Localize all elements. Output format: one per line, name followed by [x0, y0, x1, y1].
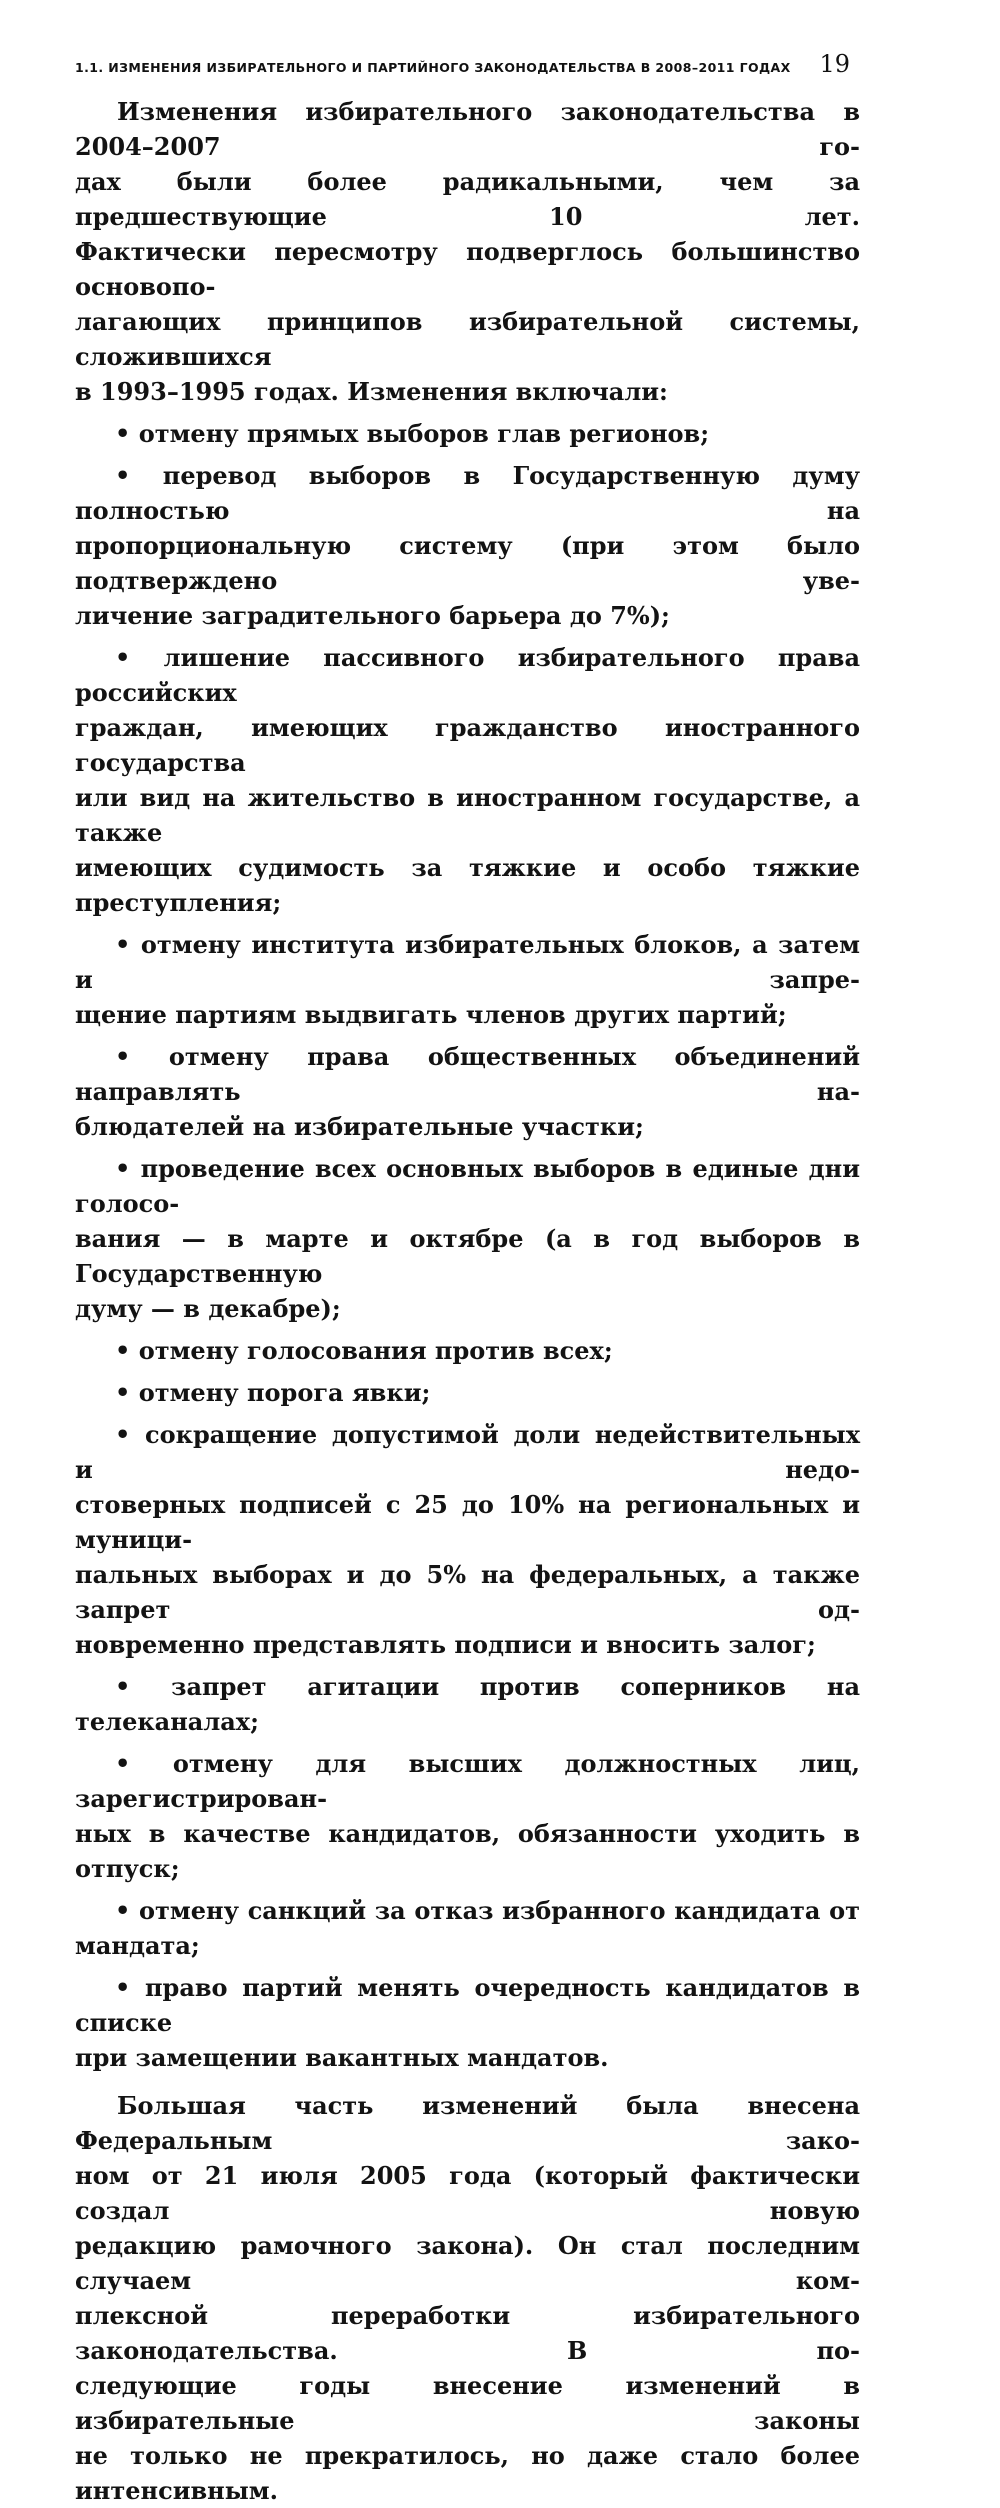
body-text	[75, 94, 860, 2508]
text-line: в 1993–1995 годах. Изменения включали:	[75, 377, 668, 406]
text-line: пальных выборах и до 5% на федеральных, а также запрет од-	[75, 1560, 860, 1624]
text-line: Фактически пересмотру подверглось большинство основопо-	[75, 237, 860, 301]
list-item	[75, 1333, 860, 1368]
text-line: вания — в марте и октябре (а в год выборов в Государственную	[75, 1224, 860, 1288]
text-line: или вид на жительство в иностранном государстве, а также	[75, 783, 860, 847]
list-item	[75, 416, 860, 451]
text-line: • отмену прямых выборов глав регионов;	[115, 419, 710, 448]
text-line: пропорциональную систему (при этом было подтверждено уве-	[75, 531, 860, 595]
text-line: • отмену права общественных объединений направлять на-	[75, 1042, 860, 1106]
text-line: стоверных подписей с 25 до 10% на региональных и муници-	[75, 1490, 860, 1554]
text-line: новременно представлять подписи и вносить залог;	[75, 1630, 816, 1659]
list-item	[75, 458, 860, 633]
list-item	[75, 1151, 860, 1326]
text-line: • отмену голосования против всех;	[115, 1336, 613, 1365]
text-line: • перевод выборов в Государственную думу полностью на	[75, 461, 860, 525]
text-line: следующие годы внесение изменений в избирательные законы	[75, 2371, 860, 2435]
text-line: щение партиям выдвигать членов других партий;	[75, 1000, 787, 1029]
text-line: ном от 21 июля 2005 года (который фактически создал новую	[75, 2161, 860, 2225]
text-line: • проведение всех основных выборов в единые дни голосо-	[75, 1154, 860, 1218]
list-item	[75, 1417, 860, 1662]
text-line: лагающих принципов избирательной системы, сложившихся	[75, 307, 860, 371]
list-item	[75, 640, 860, 920]
text-line: думу — в декабре);	[75, 1294, 341, 1323]
text-line: не только не прекратилось, но даже стало более интенсивным.	[75, 2441, 860, 2505]
text-line: Изменения избирательного законодательства в 2004–2007 го-	[75, 97, 860, 161]
list-item	[75, 1669, 860, 1739]
text-line: граждан, имеющих гражданство иностранного государства	[75, 713, 860, 777]
text-line: дах были более радикальными, чем за предшествующие 10 лет.	[75, 167, 860, 231]
book-page	[75, 52, 860, 2508]
page-number: 19	[819, 50, 850, 78]
text-line: при замещении вакантных мандатов.	[75, 2043, 609, 2072]
text-line: редакцию рамочного закона). Он стал последним случаем ком-	[75, 2231, 860, 2295]
text-line: имеющих судимость за тяжкие и особо тяжкие преступления;	[75, 853, 860, 917]
running-title: 1.1. ИЗМЕНЕНИЯ ИЗБИРАТЕЛЬНОГО И ПАРТИЙНОГО ЗАКОНОДАТЕЛЬСТВА В 2008–2011 ГОДАХ	[75, 60, 791, 75]
text-line: • запрет агитации против соперников на телеканалах;	[75, 1672, 860, 1736]
list-item	[75, 927, 860, 1032]
text-line: личение заградительного барьера до 7%);	[75, 601, 670, 630]
text-line: плексной переработки избирательного законодательства. В по-	[75, 2301, 860, 2365]
list-item	[75, 1893, 860, 1963]
text-line: • отмену порога явки;	[115, 1378, 431, 1407]
text-line: ных в качестве кандидатов, обязанности уходить в отпуск;	[75, 1819, 860, 1883]
list-item	[75, 1039, 860, 1144]
closing-paragraph	[75, 2088, 860, 2508]
list-item	[75, 1970, 860, 2075]
running-header	[75, 52, 860, 86]
list-item	[75, 1375, 860, 1410]
text-line: Большая часть изменений была внесена Федеральным зако-	[75, 2091, 860, 2155]
text-line: • отмену института избирательных блоков, а затем и запре-	[75, 930, 860, 994]
text-line: • право партий менять очередность кандидатов в списке	[75, 1973, 860, 2037]
list-item	[75, 1746, 860, 1886]
text-line: блюдателей на избирательные участки;	[75, 1112, 644, 1141]
intro-paragraph	[75, 94, 860, 409]
text-line: • отмену для высших должностных лиц, зарегистрирован-	[75, 1749, 860, 1813]
text-line: • лишение пассивного избирательного права российских	[75, 643, 860, 707]
text-line: • сокращение допустимой доли недействительных и недо-	[75, 1420, 860, 1484]
bullet-list	[75, 416, 860, 2075]
text-line: • отмену санкций за отказ избранного кандидата от мандата;	[75, 1896, 860, 1960]
